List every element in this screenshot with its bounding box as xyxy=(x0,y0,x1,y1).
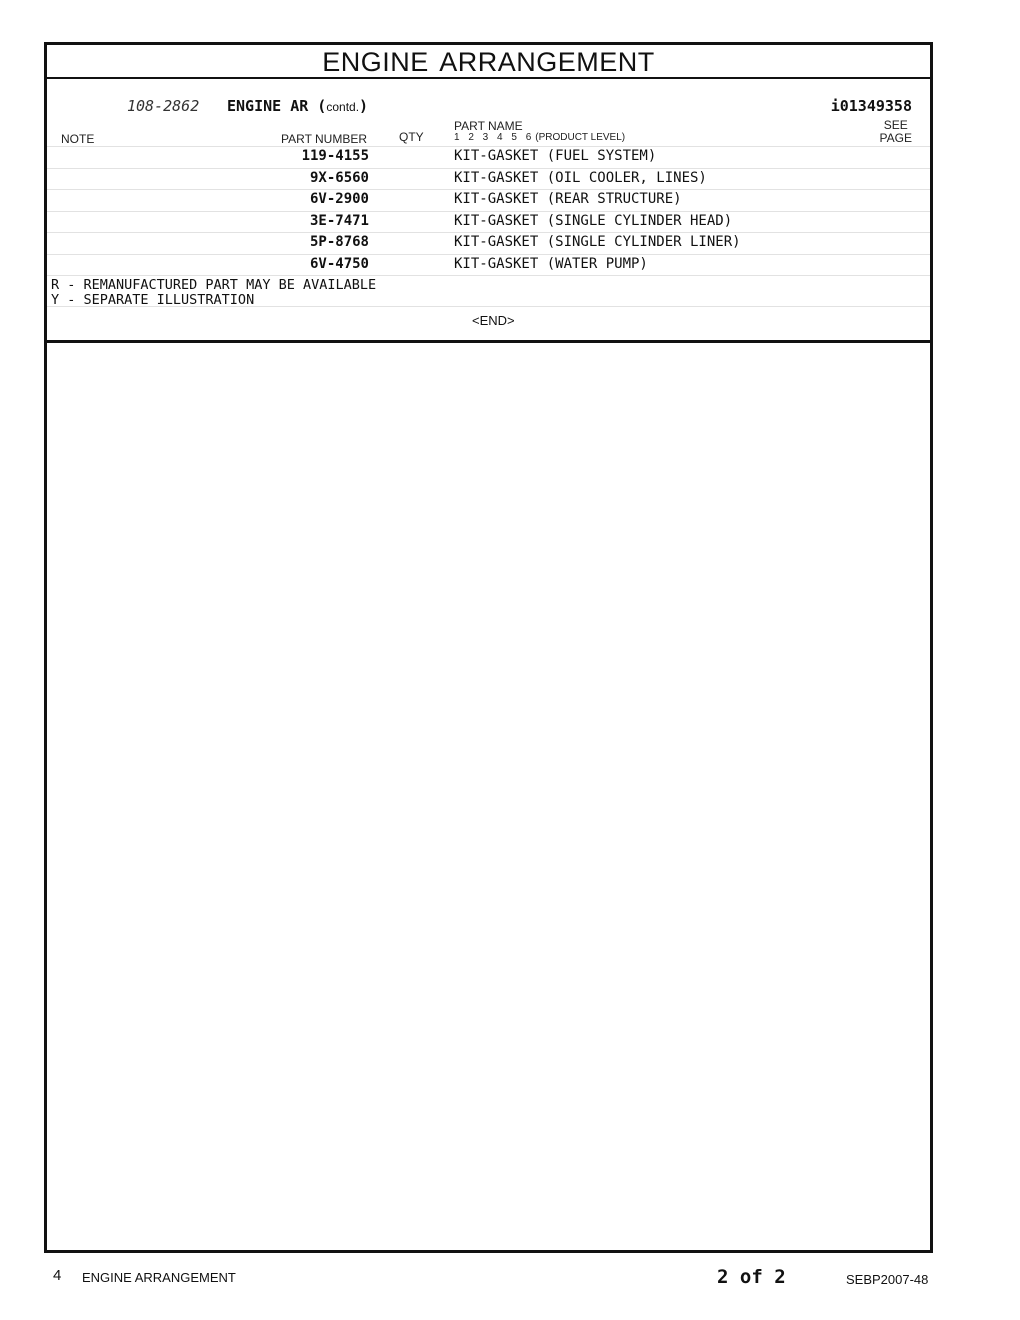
page-title: ENGINE ARRANGEMENT xyxy=(47,45,930,79)
contd-label: contd. xyxy=(326,100,360,114)
column-headers xyxy=(47,119,930,145)
table-row xyxy=(47,254,930,276)
product-levels-header: 1 2 3 4 5 6 (PRODUCT LEVEL) xyxy=(454,132,626,143)
parts-list-section xyxy=(47,79,930,343)
group-id: i01349358 xyxy=(830,97,912,115)
part-number-column-header: PART NUMBER xyxy=(281,132,368,146)
table-row xyxy=(47,211,930,233)
group-number: 108-2862 xyxy=(127,97,200,115)
part-name: KIT-GASKET (SINGLE CYLINDER HEAD) xyxy=(454,212,733,229)
part-name: KIT-GASKET (FUEL SYSTEM) xyxy=(454,148,657,164)
page-number: 4 xyxy=(53,1267,62,1284)
parts-page-frame xyxy=(44,42,933,1253)
table-row xyxy=(47,146,930,168)
part-name: KIT-GASKET (OIL COOLER, LINES) xyxy=(454,169,707,186)
note-column-header: NOTE xyxy=(61,132,95,146)
table-row xyxy=(47,232,930,254)
part-number: 5P-8768 xyxy=(309,234,369,250)
part-name: KIT-GASKET (WATER PUMP) xyxy=(454,255,648,272)
part-number: 6V-4750 xyxy=(309,255,369,272)
part-number: 9X-6560 xyxy=(309,169,369,186)
legend-separate-illustration: Y - SEPARATE ILLUSTRATION xyxy=(51,292,255,308)
page-footer xyxy=(0,1262,1020,1292)
group-header xyxy=(47,97,930,117)
qty-column-header: QTY xyxy=(399,130,424,144)
part-name: KIT-GASKET (REAR STRUCTURE) xyxy=(454,191,682,207)
group-name: ENGINE AR (contd.) xyxy=(227,97,369,115)
footer-section-title: ENGINE ARRANGEMENT xyxy=(82,1270,236,1285)
legend-remanufactured: R - REMANUFACTURED PART MAY BE AVAILABLE xyxy=(51,277,377,293)
table-row xyxy=(47,168,930,190)
part-number: 3E-7471 xyxy=(309,212,369,229)
part-name-column-header: PART NAME xyxy=(454,119,523,133)
part-name: KIT-GASKET (SINGLE CYLINDER LINER) xyxy=(454,234,741,250)
page-count: 2 of 2 xyxy=(717,1266,786,1288)
document-id: SEBP2007-48 xyxy=(846,1272,929,1287)
part-number: 6V-2900 xyxy=(309,191,369,207)
end-marker: <END> xyxy=(472,313,515,328)
parts-table xyxy=(47,146,930,275)
part-number: 119-4155 xyxy=(301,148,369,164)
legend xyxy=(47,275,930,307)
table-row xyxy=(47,189,930,211)
see-page-column-header: SEE PAGE xyxy=(879,118,912,145)
